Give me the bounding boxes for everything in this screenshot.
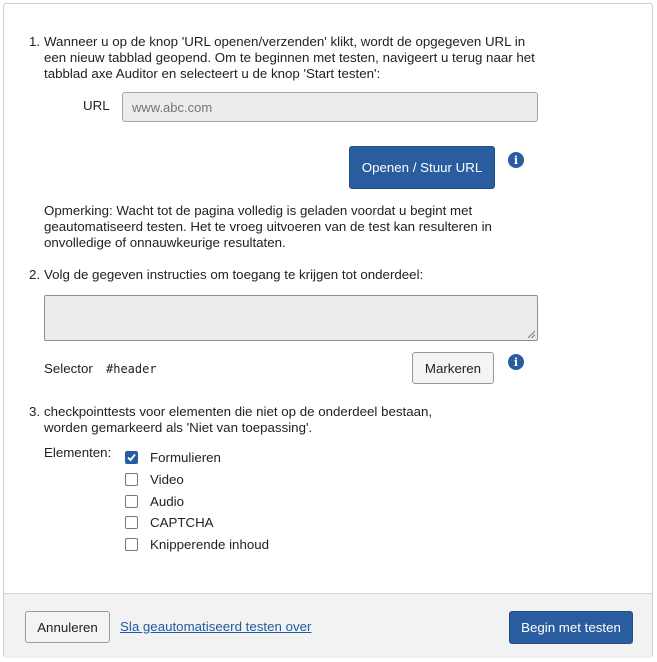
checkbox-label: Video: [150, 471, 184, 487]
step-3-text: [44, 404, 432, 436]
selector-value: #header: [106, 362, 157, 376]
info-icon[interactable]: i: [508, 354, 524, 370]
checkbox[interactable]: [125, 451, 138, 464]
step-3-number: 3.: [29, 404, 41, 419]
step-2-text: Volg de gegeven instructies om toegang te krijgen tot onderdeel:: [44, 267, 424, 282]
step-1-line: Wanneer u op de knop 'URL openen/verzenden' klikt, wordt de opgegeven URL in: [44, 34, 526, 49]
url-label: URL: [83, 98, 110, 113]
checkbox-label: Knipperende inhoud: [150, 536, 270, 552]
checkbox-label: Formulieren: [150, 449, 221, 465]
step-2-number: 2.: [29, 267, 41, 282]
info-icon[interactable]: i: [508, 152, 524, 168]
selector-label: Selector: [44, 361, 93, 376]
checkbox-video[interactable]: [125, 470, 184, 488]
checkbox-knipperende-inhoud[interactable]: [125, 535, 269, 553]
checkbox[interactable]: [125, 516, 138, 529]
start-testing-button[interactable]: Begin met testen: [509, 611, 633, 644]
checkbox-captcha[interactable]: [125, 513, 214, 531]
step-1-number: 1.: [29, 34, 41, 49]
checkbox[interactable]: [125, 495, 138, 508]
instructions-textarea[interactable]: [44, 295, 538, 341]
dialog-footer: [4, 593, 652, 658]
setup-dialog: [3, 3, 653, 658]
step-3-line: worden gemarkeerd als 'Niet van toepassing'.: [44, 420, 313, 435]
skip-automated-testing-link[interactable]: Sla geautomatiseerd testen over: [120, 619, 312, 634]
checkbox[interactable]: [125, 473, 138, 486]
note-line: onvolledige of onnauwkeurige resultaten.: [44, 235, 286, 250]
checkbox-label: Audio: [150, 493, 185, 509]
step-3-line: checkpointtests voor elementen die niet op de onderdeel bestaan,: [44, 404, 433, 419]
resize-grip-icon[interactable]: [527, 330, 535, 338]
mark-button[interactable]: Markeren: [412, 352, 494, 384]
checkbox-formulieren[interactable]: [125, 448, 221, 466]
step-1-line: tabblad axe Auditor en selecteert u de knop 'Start testen':: [44, 66, 381, 81]
open-url-button[interactable]: Openen / Stuur URL: [349, 146, 495, 189]
step-1-note: [44, 203, 492, 251]
note-line: geautomatiseerd testen. Het te vroeg uitvoeren van de test kan resulteren in: [44, 219, 492, 234]
checkmark-icon: [126, 452, 137, 463]
elements-label: Elementen:: [44, 445, 112, 460]
note-line: Opmerking: Wacht tot de pagina volledig is geladen voordat u begint met: [44, 203, 473, 218]
step-1-line: een nieuw tabblad geopend. Om te beginnen met testen, navigeert u terug naar het: [44, 50, 535, 65]
step-1-text: [44, 34, 535, 82]
url-input[interactable]: [122, 92, 538, 122]
cancel-button[interactable]: Annuleren: [25, 611, 110, 643]
checkbox-label: CAPTCHA: [150, 514, 214, 530]
checkbox-audio[interactable]: [125, 492, 184, 510]
checkbox[interactable]: [125, 538, 138, 551]
